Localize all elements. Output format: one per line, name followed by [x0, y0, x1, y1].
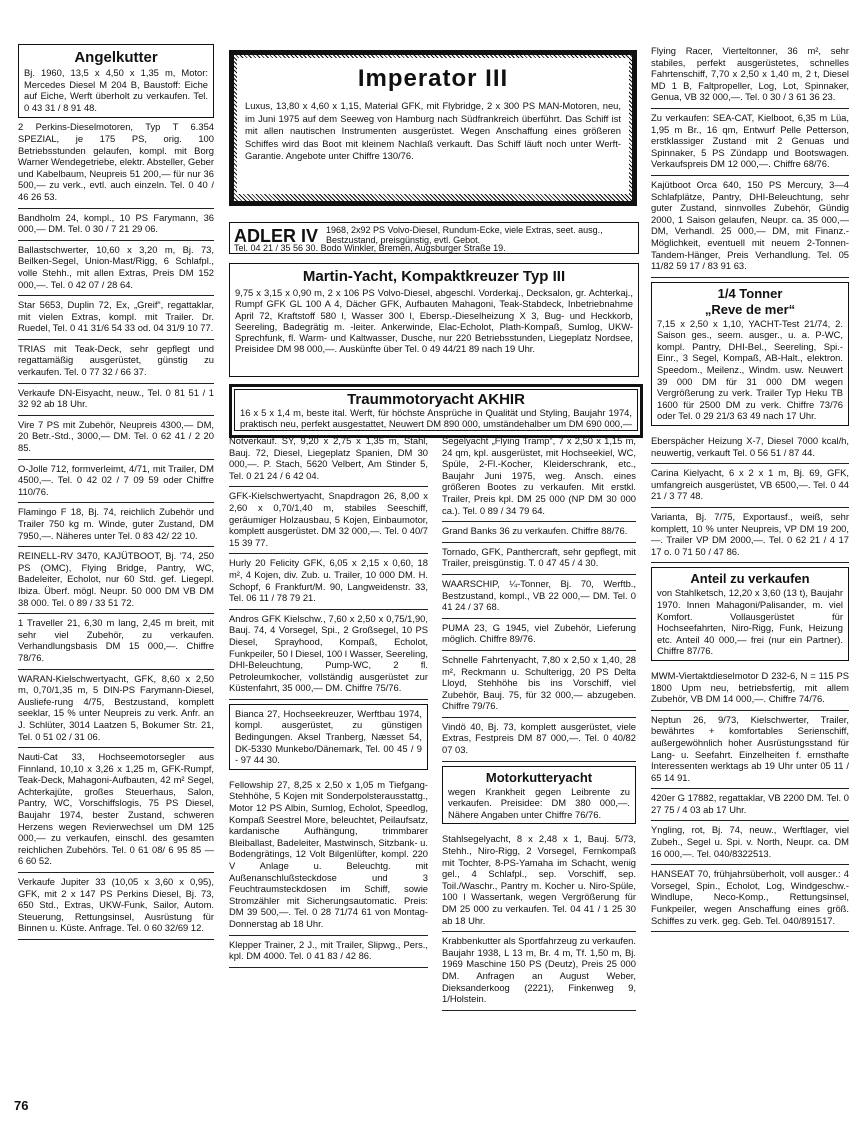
- ad-text: Andros GFK Kielschw., 7,60 x 2,50 x 0,75/1,90, Bauj. 74, 4 Vorsegel, Spi., 2 Großsegel, 10 PS Diesel, Sprayhood, Kompaß, Echolot, Funkpeiler, 50 l Diesel, 100 l Wasser, Seereling, DHI-Beleuchtung, Pump-WC, 2 fl. Petroleumkocher, vollständig ausgerüstet zur Küstenfahrt, 35 000,— DM. Chiffre 75/76.: [229, 612, 428, 694]
- page-number: 76: [14, 1098, 29, 1113]
- ad-text: von Stahlketsch, 12,20 x 3,60 (13 t), Baujahr 1970. Innen Mahagoni/Palisander, m. viel Komfort. Vollausgerüstet für Hochseefahrten, Niro-Rigg, Funk, Heizung etc. Anteil 40 000,— frei (nur ein Partner). Chiffre 87/76.: [657, 587, 843, 657]
- classified-ad: [18, 670, 214, 749]
- classified-ad: [18, 873, 214, 940]
- classified-ad: [18, 118, 214, 208]
- ad-text: Kajütboot Orca 640, 150 PS Mercury, 3—4 Schlafplätze, Pantry, DHI-Beleuchtung, sehr guter Zustand, sinnvolles Zubehör, Gündig 2000, 1 Saison gelaufen, Neupr. ca. 35 000,— DM, Verhandl. 25 000,— DM, mit Finanz.-Möglichkeit, eventuell mit neuem 2-Tonnen-Tandem-Hänger, Preis Verhandlung. Tel. 05 11/82 59 17 / 83 91 63.: [651, 178, 849, 272]
- ad-text: HANSEAT 70, frühjahrsüberholt, voll ausger.: 4 Vorsegel, Spin., Echolot, Log, Windgeschw.-Windlupe, Neco-Komp., Rettungsinsel, Funkpeiler, wegen Anschaffung eines größ. Schiffes zu verk. geg. Geb. Tel. 040/891517.: [651, 868, 849, 926]
- classified-ad: [229, 936, 428, 968]
- classified-ad: [442, 830, 636, 932]
- classified-ad: [651, 464, 849, 508]
- ad-text: Luxus, 13,80 x 4,60 x 1,15, Material GFK, mit Flybridge, 2 x 300 PS MAN-Motoren, neu, im Juni 1975 auf dem Seeweg von Hamburg nach Südfrankreich überführt. Das Schiff ist mit allen nautischen Instrumenten ausgerüstet. Wegen Anschaffung eines größeren Schiffes wird das Boot mit kleinem Nachlaß verkauft. Das Schiff läuft noch unter Werft-Garantie. Angebote unter Chiffre 130/76.: [245, 100, 621, 161]
- ad-text: WAARSCHIP, ¼-Tonner, Bj. 70, Werftb., Bestzustand, kompl., VB 22 000,— DM. Tel. 0 41 24 / 37 68.: [442, 577, 636, 613]
- classified-ad: [18, 547, 214, 614]
- ad-text: 1 Traveller 21, 6,30 m lang, 2,45 m breit, mit sehr viel Zubehör, zu verkaufen. Verhandlungsbasis DM 15 000,—. Chiffre 78/76.: [18, 617, 214, 663]
- ad-title: Traummotoryacht AKHIR: [347, 391, 525, 408]
- ad-angelkutter: [18, 44, 214, 118]
- ad-text: Star 5653, Duplin 72, Ex, „Greif“, regattaklar, mit vielen Extras, kompl. mit Trailer. Dr. Ruedel, Tel. 0 41 31/6 54 33 od. 04 31/9 10 77.: [18, 299, 214, 334]
- classified-ad: [229, 487, 428, 554]
- ad-text: Schnelle Fahrtenyacht, 7,80 x 2,50 x 1,40, 28 m², Reckmann u. Schulterigg, 20 PS Delta Lloyd, Stehhöhe bis ins Vorschiff, viel Zubehör, Bauj. 75, für 32 000,— abzugeben. Chiffre 79/76.: [442, 653, 636, 712]
- ad-title: Martin-Yacht, Kompaktkreuzer Typ III: [302, 268, 566, 285]
- classified-ad: [651, 42, 849, 109]
- ad-text: MWM-Viertaktdieselmotor D 232-6, N = 115 PS 1800 Upm neu, betriebsfertig, mit allem Zubehör, VB DM 14 000,—. Chiffre 74/76.: [651, 669, 849, 705]
- ad-text: 16 x 5 x 1,4 m, beste ital. Werft, für höchste Ansprüche in Qualität und Styling, Baujahr 1974, praktisch neu, perfekt ausgestattet, Neuwert DM 890 000, umständehalber um DM 690 000,—: [240, 407, 632, 429]
- ad-text: Eberspächer Heizung X-7, Diesel 7000 kcal/h, neuwertig, verkauft Tel. 0 56 51 / 87 44.: [651, 435, 849, 458]
- classified-ad: [651, 711, 849, 790]
- classified-ad: [18, 296, 214, 340]
- ad-text: Vire 7 PS mit Zubehör, Neupreis 4300,— DM, 20 Betr.-Std., 3000,— DM. Tel. 0 62 41 / 2 20 85.: [18, 418, 214, 454]
- ad-text: Hurly 20 Felicity GFK, 6,05 x 2,15 x 0,60, 18 m², 4 Kojen, div. Zub. u. Trailer, 10 000 DM. H. Schopf, 6 Frankfurt/M. 90, Langweidenstr. 33, Tel. 06 11 / 78 79 21.: [229, 557, 428, 604]
- classified-ad: [442, 619, 636, 651]
- classified-ad: [229, 554, 428, 609]
- ad-text: Grand Banks 36 zu verkaufen. Chiffre 88/76.: [442, 525, 628, 537]
- column-2: [229, 432, 428, 968]
- ad-text: Nauti-Cat 33, Hochseemotorsegler aus Finnland, 10,10 x 3,26 x 1,25 m, GFK-Rumpf, Teak-Deck, Mahagoni-Aufbauten, 42 m² Segel, Achterkajüte, großes Steuerhaus, Salon, Pantry, WC, Vorschiffslogis, 75 PS Diesel, Baujahr 1974, bester Zustand, schweren Herzens wegen Revierwechsel um DM 125 000,— zu verkaufen, einschl. des gesamten reichlichen Zubehörs. Tel. 0 61 08/ 6 95 85 — 6 60 52.: [18, 751, 214, 867]
- classified-ad: [651, 789, 849, 821]
- ad-title: 1/4 Tonner: [717, 285, 783, 301]
- classified-ad: [18, 340, 214, 384]
- ad-text: Carina Kielyacht, 6 x 2 x 1 m, Bj. 69, GFK, umfangreich ausgerüstet, VB 6500,—. Tel. 0 44 21 / 3 77 48.: [651, 467, 849, 502]
- ad-text: Varianta, Bj. 7/75, Exportausf., weiß, sehr komplett, 10 % unter Neupreis, VP DM 19 200,—. Trailer VP DM 2000,—. Tel. 0 62 21 / 4 17 17 o. 0 71 50 / 47 86.: [651, 511, 849, 557]
- ad-text: GFK-Kielschwertyacht, Snapdragon 26, 8,00 x 2,60 x 0,70/1,40 m, stabiles Seeschiff, geräumiger Holzausbau, 5 Kojen, Einbaumotor, komplett ausgerüstet. DM 32 000,—. Tel. 0 40/7 15 39 77.: [229, 490, 428, 548]
- ad-title: ADLER IV: [234, 226, 319, 246]
- classified-ad: [229, 432, 428, 487]
- ad-imperator: [229, 50, 637, 206]
- ad-text: Segelyacht „Flying Tramp“, 7 x 2,50 x 1,15 m, 24 qm, kpl. ausgerüstet, mit Hochseekiel, WC, Spüle, 2-Fl.-Kocher, Kleiderschrank, etc., Baujahr Juni 1975, weg. Ansch. eines größeren Bootes zu verkaufen. Mit erstkl. Trailer, Preis kpl. DM 25 000 (NP DM 30 000 ca.). Tel. 0 89 / 34 79 64.: [442, 435, 636, 516]
- ad-akhir: [229, 384, 643, 438]
- ad-text: Verkaufe Jupiter 33 (10,05 x 3,60 x 0,95), GFK, mit 2 x 147 PS Perkins Diesel, Bj. 73, 650 Std., Extras, UKW-Funk, Sailor, Autom. Steuerung, Rettungsinsel, Ausrüstung für Binnen u. Küste. Anfrage. Tel. 0 60 32/69 12.: [18, 876, 214, 934]
- classified-ad: [229, 610, 428, 700]
- ad-text: Bianca 27, Hochseekreuzer, Werftbau 1974, kompl. ausgerüstet, zu günstigen Bedingungen. Aksel Tranberg, Næsset 54, DK-5330 Munkebo/Dänemark, Tel. 00 45 / 9 - 97 44 30.: [235, 707, 422, 766]
- ad-text: Tornado, GFK, Panthercraft, sehr gepflegt, mit Trailer, preisgünstig. T. 0 47 45 / 4 30.: [442, 545, 636, 569]
- ad-text: TRIAS mit Teak-Deck, sehr gepflegt und regattamäßig ausgerüstet, günstig zu verkaufen. Tel. 0 77 32 / 66 37.: [18, 342, 214, 378]
- classified-ad: [18, 614, 214, 669]
- classified-ad: [651, 865, 849, 932]
- ad-text: O-Jolle 712, formverleimt, 4/71, mit Trailer, DM 4500,—. Tel. 0 42 02 / 7 09 59 oder Chiffre 110/76.: [18, 462, 214, 497]
- classified-ad: [229, 704, 428, 770]
- ad-text: Klepper Trainer, 2 J., mit Trailer, Slipwg., Pers., kpl. DM 4000. Tel. 0 41 83 / 42 86.: [229, 938, 428, 962]
- classified-ad: [18, 416, 214, 460]
- classified-ad: [651, 282, 849, 426]
- classified-ad: [442, 432, 636, 522]
- ad-title: Motorkutteryacht: [485, 769, 593, 785]
- classified-ad: [18, 209, 214, 241]
- column-1: [18, 44, 214, 940]
- ad-martin-yacht: [229, 263, 639, 377]
- ad-text: Fellowship 27, 8,25 x 2,50 x 1,05 m Tiefgang-Stehhöhe, 5 Kojen mit Sonderpolsterausstattg., Motor 12 PS Albin, Sumlog, Echolot, Speedlog, Kompaß Seestrel More, beleuchtet, Peilaufsatz, kardanische Aufhängung, trimmbarer Bleiballast, Badeleiter, Mastwinsch, Sitzbank- u. Bodengrätings, 12 Volt Bilgenlüfter, kompl. 220 V Anlage u. Beleuchtg. mit Außenanschlußsteckdose und 3 Feuchtraumsteckdosen im Schiff, sowie Stromzähler mit Sicherungsautomatic. Preis: DM 39 500,—. Tel. 0 28 71/74 61 von Montag-Donnerstag ab 18 Uhr.: [229, 778, 428, 929]
- ad-subtitle: „Reve de mer“: [704, 301, 796, 317]
- ad-text: 9,75 x 3,15 x 0,90 m, 2 x 106 PS Volvo-Diesel, abgeschl. Vorderkaj., Decksalon, gr. Achterkaj., Rumpf GFK GL 100 A 4, Dächer GFK, Aufbauten Mahagoni, Teak-Stabdeck, Inbetriebnahme April 72, Kraftstoff 580 l, Wasser 300 l, Ebersp.-Dieselheizung X 3, Bug- und Heckkorb, Seereling, Badegrätig m. -leiter. Ankerwinde, Elac-Echolot, Plath-Kompaß, Sumlog, UKW-Sprechfunk, fl. Warm- und Kaltwasser, Dusche, nur 220 Betriebsstunden, Liegeplatz Nordsee, Preisidee DM 98 000,—. Auskünfte über Tel. 0 49 44/21 89 nach 19 Uhr.: [235, 287, 633, 355]
- ad-text: 7,15 x 2,50 x 1,10, YACHT-Test 21/74, 2. Saison ges., seem. ausger., u. a. P-WC, kompl. Pantry, DHI-Bel., Seereling, Spi.-Einr., 3 Segel, Kompaß, AB-Halt., elektron. Speedom., Meilenz., Windm. usw. Neuwert 39 000 DM für 31 000 DM wegen Vergrößerung zu verk. Trailer Typ Heku TB 1600 für 2500 DM zu verk. Chiffre 73/76 oder Tel. 0 29 21/3 63 49 nach 17 Uhr.: [657, 317, 843, 422]
- ad-text: PUMA 23, G 1945, viel Zubehör, Lieferung möglich. Chiffre 89/76.: [442, 621, 636, 645]
- ad-text: Notverkauf. SY, 9,20 x 2,75 x 1,35 m, Stahl, Bauj. 72, Diesel, Liegeplatz Spanien, DM 30 000,—. P. Stach, 5620 Velbert, Am Stinder 5, Tel. 0 21 24 / 6 42 04.: [229, 435, 428, 481]
- ad-text: REINELL-RV 3470, KAJÜTBOOT, Bj. '74, 250 PS (OMC), Flying Bridge, Pantry, WC, Badeleiter, Echolot, nur 60 Std. gef. Liegepl. Ibiza. Überf. mögl. Neupr. 50 000 DM VB DM 38 000. Tel. 0 89 / 33 51 72.: [18, 550, 214, 608]
- classified-ad: [442, 718, 636, 762]
- ad-text: wegen Krankheit gegen Leibrente zu verkaufen. Preisidee: DM 380 000,—. Nähere Angaben unter Chiffre 76/76.: [448, 785, 630, 820]
- column-3: [442, 432, 636, 1011]
- ad-text: Neptun 26, 9/73, Kielschwerter, Trailer, bewährtes + komfortables Serienschiff, außergewöhnlich hoher Ausrüstungsstand für Lang- u. Seefahrt. Einzelheiten f. ernsthafte Interessenten werktags ab 19 Uhr unter 05 11 / 65 14 91.: [651, 713, 849, 783]
- ad-text: Vindö 40, Bj. 73, komplett ausgerüstet, viele Extras, Festpreis DM 87 000,—. Tel. 0 40/82 07 03.: [442, 720, 636, 756]
- ad-text: Yngling, rot, Bj. 74, neuw., Werftlager, viel Zubeh., Segel u. Spi. v. North, Neupr. ca. DM 16 000,—. Tel. 040/8322513.: [651, 824, 849, 859]
- classified-ad: [229, 776, 428, 936]
- ad-text: Bj. 1960, 13,5 x 4,50 x 1,35 m, Motor: Mercedes Diesel M 204 B, Baustoff: Eiche auf Eiche, Werft überholt zu verkaufen. Tel. 0 43 31 / 8 91 48.: [24, 67, 208, 113]
- classified-ad: [651, 508, 849, 563]
- ad-text-2: Tel. 04 21 / 35 56 30. Bodo Winkler, Bremen, Augsburger Straße 19.: [234, 243, 506, 253]
- classified-ad: [651, 821, 849, 865]
- ad-text: WARAN-Kielschwertyacht, GFK, 8,60 x 2,50 m, 0,70/1,35 m, 5 DIN-PS Farymann-Diesel, Ausliefe-rung 4/75, Bestzustand, komplett seeklar, 15 % unter Neupreis zu verk. Anfr. an J. Schlüter, 3014 Laatzen 5, Bokumer Str. 21, Tel. 0 51 02 / 31 06.: [18, 672, 214, 742]
- classified-ad: [651, 432, 849, 464]
- ad-text: Zu verkaufen: SEA-CAT, Kielboot, 6,35 m Lüa, 1,95 m Br., 16 qm, Entwurf Pelle Petterson, erstklassiger Zustand mit 2 Genuas und Spinnaker, 5 PS Zündapp und Bootswagen. Verkaufspreis DM 12 000,—. Chiffre 68/76.: [651, 111, 849, 170]
- classified-ad: [442, 651, 636, 718]
- ad-text: Flamingo F 18, Bj. 74, reichlich Zubehör und Trailer 750 kg m. Winde, guter Zustand, DM 7950,—. Näheres unter Tel. 0 83 42/ 22 10.: [18, 506, 214, 541]
- ad-adler: [229, 222, 639, 254]
- classified-ad: [442, 766, 636, 825]
- classified-ad: [651, 176, 849, 278]
- ad-text: Stahlsegelyacht, 8 x 2,48 x 1, Bauj. 5/73, Stehh., Niro-Rigg, 2 Vorsegel, Fernkompaß mit Tochter, 8-PS-Yamaha im Schacht, wenig gel., 4 Schlafpl., sep. Vorschiff, sep. Toil./Waschr., Pantry m. Kocher u. Niro-Spüle, 100 l Wassertank, wegen Vergrößerung für DM 25 000 zu verkaufen. Tel. 04 41 / 1 25 30 ab 18 Uhr.: [442, 833, 636, 926]
- ad-text: Bandholm 24, kompl., 10 PS Farymann, 36 000,— DM. Tel. 0 30 / 7 21 29 06.: [18, 211, 214, 235]
- classified-ad: [18, 748, 214, 873]
- classified-ad: [18, 384, 214, 416]
- ad-text: Ballastschwerter, 10,60 x 3,20 m, Bj. 73, Beilken-Segel, Union-Mast/Rigg, 6 Schlafpl., volle Stehh., mit allen Extras, Preis DM 152 000,—. Tel. 0 42 07 / 28 64.: [18, 243, 214, 290]
- classified-ad: [442, 522, 636, 543]
- classified-ad: [18, 460, 214, 504]
- classified-ad: [18, 241, 214, 296]
- ad-text: 1968, 2x92 PS Volvo-Diesel, Rundum-Ecke, viele Extras, seet. ausg., Bestzustand, preisgünstig, evtl. Gebot.: [326, 225, 603, 245]
- classified-ad: [18, 503, 214, 547]
- ad-text: 2 Perkins-Dieselmotoren, Typ T 6.354 SPEZIAL, je 175 PS, orig. 100 Betriebsstunden gelaufen, kompl. mit Borg Warner Wendegetriebe, elektr. Absteller, Geber und Kabelbaum, Neupreis 51 200,— für nur 36 500,— zu verk., evtl. auch einzeln. Tel. 0 40 / 46 26 53.: [18, 121, 214, 202]
- classified-ad: [651, 667, 849, 711]
- classified-ad: [442, 932, 636, 1011]
- ad-text: 420er G 17882, regattaklar, VB 2200 DM. Tel. 0 27 75 / 4 03 ab 17 Uhr.: [651, 792, 849, 815]
- ad-text: Krabbenkutter als Sportfahrzeug zu verkaufen. Baujahr 1938, L 13 m, Br. 4 m, Tf. 1,50 m, Bj. 1969 Maschine 150 PS (Deutz), Preis 25 000 DM. Anfragen an August Weber, Dieksanderkoog (2221), Finkenweg 9, 1/Holstein.: [442, 935, 636, 1005]
- ad-title: Anteil zu verkaufen: [690, 571, 810, 587]
- ad-text: Flying Racer, Vierteltonner, 36 m², sehr stabiles, perfekt ausgerüstetes, schnelles Fahrtenschiff, 7,70 x 2,50 x 1,40 m, 2 t, Diesel MD 1 B, Faltpropeller, Log, Lot, Spinnaker, Genua, VB 32 000,—. Tel. 0 30 / 3 61 36 23.: [651, 45, 849, 103]
- column-4: [651, 42, 849, 932]
- ad-text: Verkaufe DN-Eisyacht, neuw., Tel. 0 81 51 / 1 32 92 ab 18 Uhr.: [18, 386, 214, 410]
- ad-title: Imperator III: [357, 65, 509, 92]
- classified-ad: [651, 567, 849, 661]
- classified-ad: [442, 543, 636, 575]
- classified-ad: [651, 109, 849, 176]
- classified-ad: [442, 575, 636, 619]
- ad-title: Angelkutter: [74, 49, 158, 66]
